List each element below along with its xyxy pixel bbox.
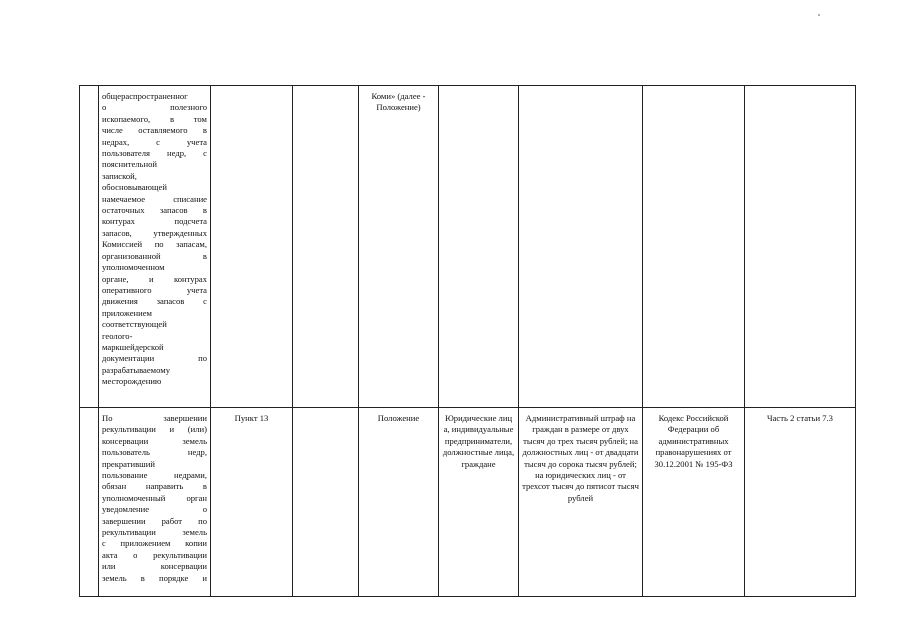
table-row	[80, 86, 856, 408]
text-line: оперативного учета	[102, 284, 207, 295]
text-line: числе оставляемого в	[102, 125, 207, 136]
text-line: документации по	[102, 353, 207, 364]
text-line: обязан направить в	[102, 481, 207, 492]
text-line: пользование недрами,	[102, 470, 207, 481]
structural-unit-cell	[211, 86, 293, 408]
text-line: намечаемое списание	[102, 193, 207, 204]
requirement-cell	[99, 408, 211, 597]
text-line: завершении работ по	[102, 515, 207, 526]
text-line: организованной в	[102, 250, 207, 261]
act-name-cell: Положение	[359, 408, 439, 597]
text-line: запасов, утвержденных	[102, 227, 207, 238]
row-number-cell	[80, 86, 99, 408]
empty-cell	[293, 408, 359, 597]
requirement-cell	[99, 86, 211, 408]
text-line: недрах, с учета	[102, 136, 207, 147]
text-line: уполномоченном	[102, 262, 165, 273]
text-line: месторождению	[102, 376, 162, 387]
text-line: соответствующей	[102, 319, 167, 330]
text-line: запиской,	[102, 170, 137, 181]
text-line: обосновывающей	[102, 182, 167, 193]
text-line: приложением	[102, 307, 152, 318]
requirements-table	[79, 85, 856, 597]
text-line: с приложением копии	[102, 538, 207, 549]
code-cell: Кодекс Российской Федерации об административных правонарушениях от 30.12.2001 № 195-ФЗ	[643, 408, 745, 597]
text-line: пользователь недр,	[102, 447, 207, 458]
subjects-cell: Юридические лица, индивидуальные предприниматели, должностные лица, граждане	[439, 408, 519, 597]
text-line: Комиссией по запасам,	[102, 239, 207, 250]
row-number-cell	[80, 408, 99, 597]
article-cell: Часть 2 статьи 7.3	[745, 408, 856, 597]
table-row	[80, 408, 856, 597]
penalty-cell: Административный штраф на граждан в размере от двух тысяч до трех тысяч рублей; на должностных лиц - от двадцати тысяч до сорока тысяч рублей; на юридических лиц - от трехсот тысяч до пятисот тысяч рублей	[519, 408, 643, 597]
text-line: контурах подсчета	[102, 216, 207, 227]
text-line: консервации земель	[102, 435, 207, 446]
text-line: общераспространенног	[102, 91, 188, 101]
text-line: ископаемого, в том	[102, 113, 207, 124]
text-line: акта о рекультивации	[102, 549, 207, 560]
text-line: По завершении	[102, 413, 207, 423]
code-cell	[643, 86, 745, 408]
text-line: прекративший	[102, 458, 156, 469]
text-line: уполномоченный орган	[102, 492, 207, 503]
text-line: уведомление о	[102, 504, 207, 515]
structural-unit-cell: Пункт 13	[211, 408, 293, 597]
text-line: маркшейдерской	[102, 341, 164, 352]
scan-speck	[818, 14, 820, 16]
text-line: остаточных запасов в	[102, 205, 207, 216]
text-line: пользователя недр, с	[102, 148, 207, 159]
text-line: рекультивации и (или)	[102, 424, 207, 435]
penalty-cell	[519, 86, 643, 408]
text-line: органе, и контурах	[102, 273, 207, 284]
text-line: геолого-	[102, 330, 133, 341]
text-line: земель в порядке и	[102, 572, 207, 583]
text-line: или консервации	[102, 561, 207, 572]
article-cell	[745, 86, 856, 408]
text-line: разрабатываемому	[102, 364, 170, 375]
text-line: о полезного	[102, 102, 207, 113]
act-name-cell: Коми» (далее - Положение)	[359, 86, 439, 408]
subjects-cell	[439, 86, 519, 408]
empty-cell	[293, 86, 359, 408]
text-line: пояснительной	[102, 159, 157, 170]
text-line: рекультивации земель	[102, 527, 207, 538]
text-line: движения запасов с	[102, 296, 207, 307]
